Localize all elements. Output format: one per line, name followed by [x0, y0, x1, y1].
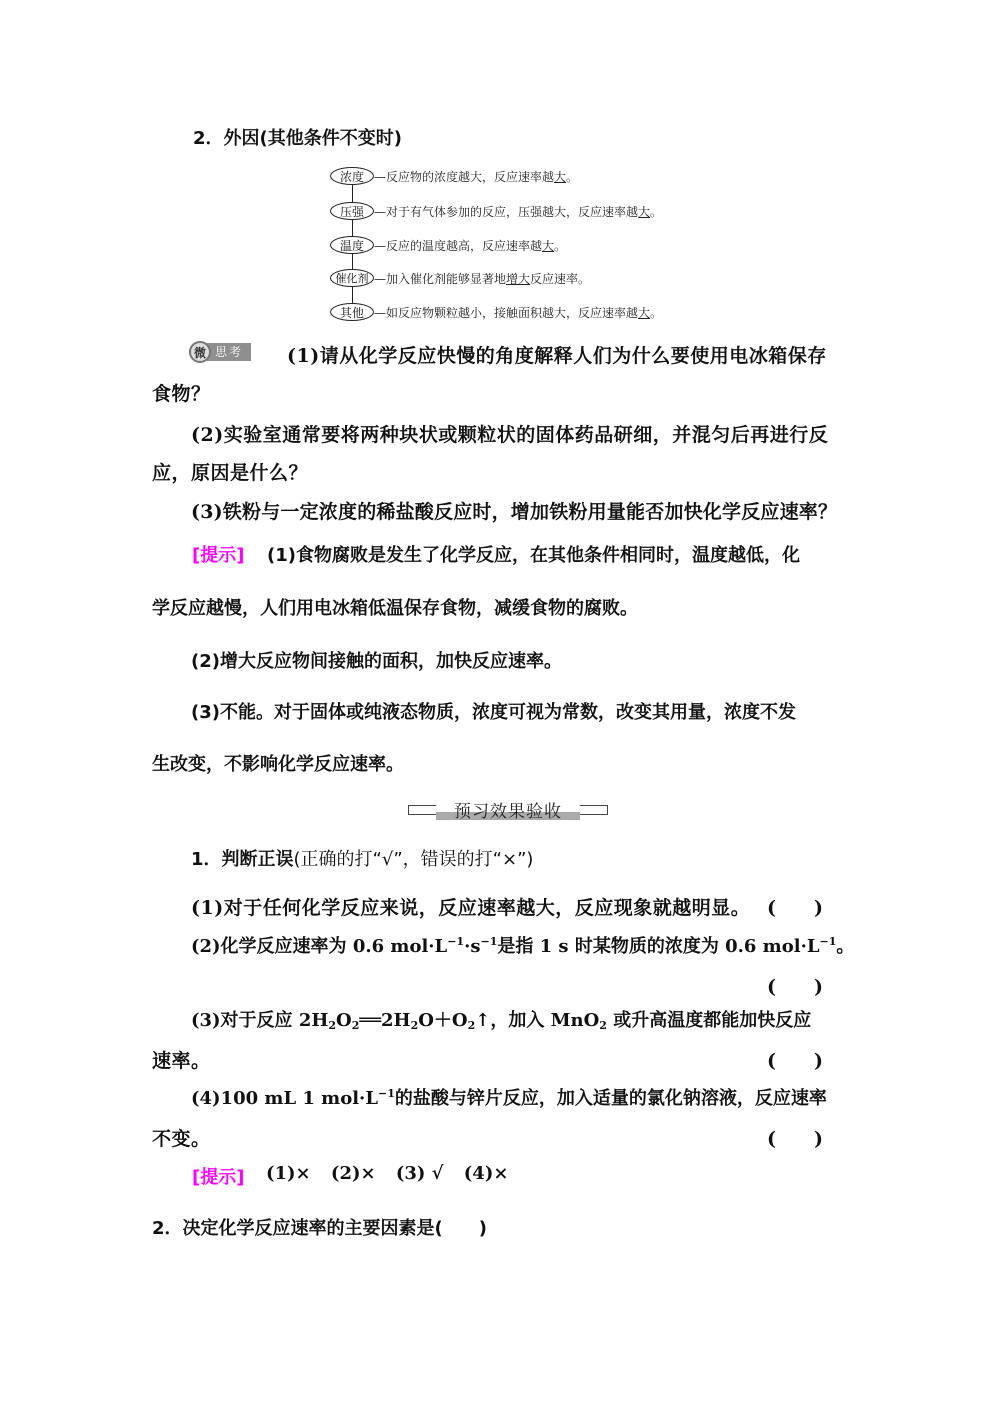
hint-answer-3-line-1: (3)不能。对于固体或纯液态物质，浓度可视为常数，改变其用量，浓度不发 [191, 702, 796, 723]
item-text: 是指 1 s 时某物质的浓度为 0.6 mol·L [497, 936, 820, 957]
think-question-1-line-2: 食物？ [152, 383, 211, 405]
answer-blank-2[interactable]: ( ) [767, 976, 823, 998]
exercise-1-item-3-line-1 [191, 1006, 811, 1032]
factor-oval: 催化剂 [330, 269, 374, 287]
subscript: 2 [410, 1019, 419, 1032]
exercise-1-item-1: (1)对于任何化学反应来说，反应速率越大，反应现象就越明显。 [191, 897, 751, 919]
hint-answer-1-line-1: (1)食物腐败是发生了化学反应，在其他条件相同时，温度越低，化 [267, 545, 800, 566]
superscript: −1 [447, 935, 465, 948]
factor-desc: —如反应物颗粒越小，接触面积越大，反应速率越 [374, 305, 639, 320]
item-text: ·s [464, 936, 481, 957]
think-badge [189, 341, 251, 363]
think-question-3: (3)铁粉与一定浓度的稀盐酸反应时，增加铁粉用量能否加快化学反应速率？ [191, 501, 838, 523]
think-question-1-line-1: (1)请从化学反应快慢的角度解释人们为什么要使用电冰箱保存 [287, 345, 827, 367]
answer-3: (3) √ [395, 1163, 444, 1184]
exercise-1-title-bold: 1．判断正误 [191, 849, 294, 870]
exercise-1-item-4-line-1 [191, 1084, 827, 1110]
think-question-2-line-1: (2)实验室通常要将两种块状或颗粒状的固体药品研细，并混匀后再进行反 [191, 424, 829, 446]
answer-blank-3[interactable]: ( ) [767, 1050, 823, 1072]
underlined-keyword: 大 [542, 238, 555, 253]
underlined-keyword: 大 [638, 305, 651, 320]
superscript: −1 [480, 935, 498, 948]
subscript: 2 [351, 1019, 360, 1032]
answer-blank-1[interactable]: ( ) [767, 897, 823, 919]
section-heading-external-factors: 2．外因(其他条件不变时) [193, 128, 402, 149]
exercise-1-title [191, 845, 533, 871]
superscript: −1 [377, 1087, 395, 1100]
factor-oval: 压强 [330, 202, 374, 220]
factor-desc: —反应的温度越高，反应速率越 [374, 238, 543, 253]
item-text: (4)100 mL 1 mol·L [191, 1088, 378, 1109]
answer-4: (4)× [463, 1163, 509, 1184]
answer-1: (1)× [266, 1163, 311, 1184]
hint-tag-2: [提示] [192, 1167, 245, 1188]
factor-desc: —加入催化剂能够显著地 [374, 271, 507, 286]
item-text: ↑，加入 MnO [475, 1010, 600, 1031]
item-text: (2)化学反应速率为 0.6 mol·L [191, 936, 448, 957]
superscript: −1 [819, 935, 837, 948]
hint-answer-2: (2)增大反应物间接触的面积，加快反应速率。 [191, 651, 562, 672]
factor-desc-end: 。 [566, 169, 579, 184]
factors-diagram [330, 162, 750, 327]
subscript: 2 [599, 1019, 607, 1032]
underlined-keyword: 大 [554, 169, 567, 184]
answer-2: (2)× [330, 1163, 376, 1184]
diagram-row-pressure [330, 200, 662, 222]
hint-2-answers [266, 1163, 508, 1184]
factor-desc-end: 。 [554, 238, 567, 253]
exercise-2-title: 2．决定化学反应速率的主要因素是( ) [152, 1218, 487, 1239]
item-text: O＋O [418, 1010, 468, 1031]
item-text: 的盐酸与锌片反应，加入适量的氯化钠溶液，反应速率 [394, 1088, 827, 1109]
subscript: 2 [328, 1019, 337, 1032]
exercise-1-item-4-line-2: 不变。 [152, 1128, 211, 1150]
item-text: O [336, 1010, 352, 1031]
factor-desc-end: 反应速率。 [530, 271, 591, 286]
section-header-preview-check [408, 797, 608, 823]
exercise-1-item-3-line-2: 速率。 [152, 1050, 211, 1072]
factor-oval: 其他 [330, 303, 374, 321]
factor-desc-end: 。 [650, 204, 663, 219]
diagram-row-concentration [330, 165, 578, 187]
factor-oval: 浓度 [330, 167, 374, 185]
underlined-keyword: 大 [638, 204, 651, 219]
think-badge-label: 思考 [207, 343, 251, 361]
item-text: (3)对于反应 2H [191, 1010, 329, 1031]
item-text: 或升高温度都能加快反应 [606, 1010, 812, 1031]
subscript: 2 [467, 1019, 476, 1032]
underlined-keyword: 增大 [506, 271, 531, 286]
hint-answer-1-line-2: 学反应越慢，人们用电冰箱低温保存食物，减缓食物的腐败。 [152, 598, 638, 619]
factor-desc: —对于有气体参加的反应，压强越大，反应速率越 [374, 204, 639, 219]
factor-oval: 温度 [330, 236, 374, 254]
diagram-row-catalyst [330, 267, 590, 289]
item-text: ══2H [359, 1010, 411, 1031]
factor-desc-end: 。 [650, 305, 663, 320]
hint-answer-3-line-2: 生改变，不影响化学反应速率。 [152, 754, 404, 775]
section-header-label: 预习效果验收 [454, 802, 562, 822]
answer-blank-4[interactable]: ( ) [767, 1128, 823, 1150]
exercise-1-title-rest: (正确的打“√”，错误的打“×”) [293, 849, 534, 870]
item-text: 。 [836, 936, 855, 957]
diagram-row-other [330, 301, 662, 323]
factor-desc: —反应物的浓度越大，反应速率越 [374, 169, 555, 184]
hint-tag: [提示] [192, 545, 245, 566]
think-question-2-line-2: 应，原因是什么？ [152, 462, 309, 484]
micro-icon: 微 [189, 341, 211, 363]
diagram-row-temperature [330, 234, 566, 256]
exercise-1-item-2 [191, 932, 854, 958]
